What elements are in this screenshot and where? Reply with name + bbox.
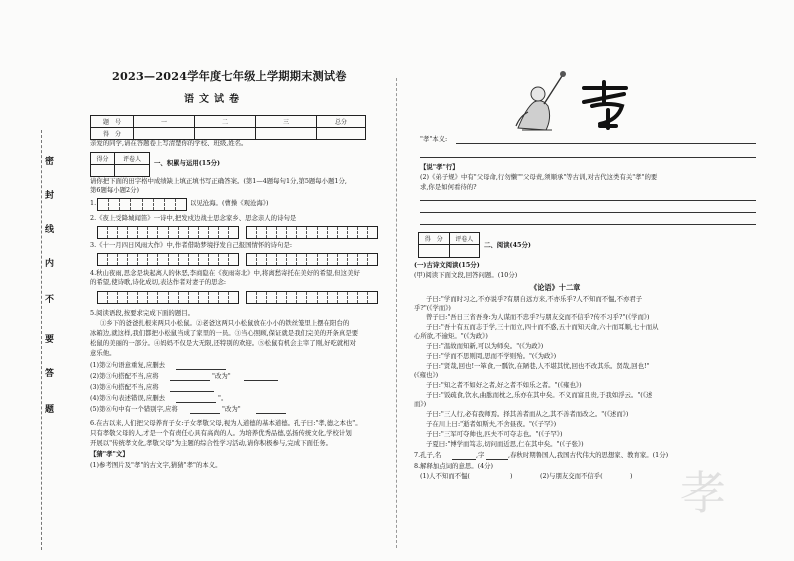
binding-char: 封 [45, 191, 55, 201]
binding-char: 题 [45, 405, 55, 415]
grader-cell[interactable] [449, 245, 480, 258]
xiao-meaning-label: "孝"本义: [420, 135, 448, 143]
q6-text: 只有孝敬父母的人,才是一个有责任心具有高尚的人。为培养优秀品德,弘扬传统文化,学校计划 [90, 429, 352, 437]
binding-char: 线 [45, 225, 55, 235]
passage-line: 冰箱边,就这样,我们都把小松鼠当成了家里的一员。③当心照顾,保证就是我们完美的开条真是要 [90, 329, 359, 337]
q5-sub: (1)第②句语意重复,应删去 [90, 361, 165, 369]
grader-cell[interactable] [419, 245, 450, 258]
q8-sub-end: ) [510, 472, 513, 480]
answer-grid[interactable] [97, 226, 239, 239]
passage-line: 松鼠的美丽的一部分。④妈妈不仅是大无限,还特别的欢迎。⑤松鼠有机会主宰了刚,好吃就相对 [90, 339, 357, 347]
q7-text: ,字 [476, 451, 485, 459]
answer-line[interactable] [452, 459, 476, 460]
page-fold [396, 78, 397, 548]
lunyu-line: 子曰:"吾十有五而志于学,三十而立,四十而不惑,五十而知天命,六十而耳顺,七十而从 [426, 323, 659, 331]
lunyu-line: 子曰:"三军可夺帅也,匹夫不可夺志也。"(《子罕》) [426, 430, 563, 438]
lunyu-line: 子曰:"知之者不如好之者,好之者不如乐之者。"(《雍也》) [426, 381, 582, 389]
section1-title: 一、积累与运用(15分) [154, 159, 221, 167]
lunyu-line: 子曰:"贤哉,回也!一箪食,一瓢饮,在陋巷,人不堪其忧,回也不改其乐。贤哉,回也!" [426, 362, 650, 370]
lunyu-line: 曾子曰:"吾日三省吾身:为人谋而不忠乎?与朋友交而不信乎?传不习乎?"(《学而》) [426, 313, 650, 321]
subject-title: 语文试卷 [184, 94, 244, 105]
lunyu-line: 乎?"(《学而》) [414, 304, 451, 312]
ancient-xiao-glyph-icon [578, 80, 632, 130]
q5-sub: (2)第③句搭配不当,应将 [90, 372, 159, 380]
binding-char: 要 [45, 335, 55, 345]
section1-instruction: 请你把下面的田字格中成绩缺上填正填书写正确答案。(第1—4题每句1分,第5题每小题1分, [90, 177, 347, 185]
q4-text: 的希望,使诗歌,诗化成切,表达作者对妻子的思念: [90, 278, 227, 286]
q2-text: 2.《夜上受降城闻笛》一诗中,把发戍边战士思念家乡、思念亲人的诗句是 [90, 214, 297, 222]
q5-text: 5.阅读语段,按要求完成下面的题目。 [90, 309, 194, 317]
part1-title: (一)古诗文阅读(15分) [414, 261, 480, 269]
q5-sub-end: "。 [218, 394, 228, 402]
q5-sub: (3)第④句搭配不当,应将 [90, 383, 159, 391]
score-cell[interactable] [317, 128, 366, 140]
q6-text: 6.在古以来,人们把父母养育子女:子女孝敬父母,视为人道德的基本道德。孔子曰:"孝,德之本也"。 [90, 419, 362, 427]
answer-grid[interactable] [97, 253, 239, 266]
grader-label: 评卷人 [114, 153, 149, 165]
answer-line[interactable] [170, 380, 210, 381]
section2-title: 二、阅读(45分) [484, 241, 531, 249]
score-table-header: 二 [195, 116, 256, 128]
lunyu-line: (《雍也》) [414, 371, 439, 379]
score-cell[interactable] [195, 128, 256, 140]
q7-text: ,春秋时期鲁国人,我国古代伟大的思想家、教育家。(1分) [508, 451, 669, 459]
answer-line[interactable] [486, 459, 508, 460]
answer-line[interactable] [420, 200, 756, 201]
answer-grid[interactable] [246, 291, 378, 304]
score-cell[interactable] [134, 128, 195, 140]
grader-cell[interactable] [114, 165, 149, 177]
q5-sub: (5)第⑥句中有一个错别字,应将 [90, 405, 178, 413]
answer-line[interactable] [176, 369, 226, 370]
task-question: (1)参考图片及"孝"的古文字,猜猜"孝"的本义。 [90, 461, 222, 469]
lunyu-line: 心所欲,不逾矩。"(《为政》) [414, 332, 488, 340]
exam-title: 2023—2024学年度七年级上学期期末测试卷 [112, 69, 347, 83]
answer-line[interactable] [420, 224, 756, 225]
answer-line[interactable] [420, 157, 756, 158]
grader-label: 得 分 [419, 233, 450, 245]
lunyu-line: 而》) [414, 400, 427, 408]
passage-line: ①乡下的爸爸扎根来两只小松鼠。②老爸这两只小松鼠放在小小的铁丝笼里上摆在阳台的 [100, 319, 350, 327]
elder-illustration [508, 68, 570, 138]
q8-sub: (2)与朋友交而不信乎( [540, 472, 603, 480]
binding-char: 不 [45, 295, 55, 305]
grader-box [90, 152, 150, 177]
score-table-header: 总分 [317, 116, 366, 128]
q3-text: 3.《十一月四日风雨大作》中,作者借助梦境抒发自己报国情怀的诗句是: [90, 241, 292, 249]
passage-line: 意乐他。 [90, 349, 116, 357]
q5-sub: (4)第⑤句表述错误,应删去 [90, 394, 165, 402]
answer-line[interactable] [170, 391, 214, 392]
answer-line[interactable] [456, 143, 756, 144]
binding-char: 内 [45, 259, 55, 269]
q5-sub-mid: "改为" [212, 372, 231, 380]
q4-text: 4.秋山夜雨,思念是块起离人的休恶,李商隐在《夜雨寄北》中,将离愁寄托在美好的希望,但这美好 [90, 269, 360, 277]
answer-grid[interactable] [97, 291, 239, 304]
score-table-header: 一 [134, 116, 195, 128]
q2-text: 求,你是如何看待的? [420, 183, 477, 191]
answer-line[interactable] [256, 413, 286, 414]
grader-box [418, 232, 480, 258]
grader-label: 得分 [91, 153, 115, 165]
lunyu-line: 子曰:"学而不思则罔,思而不学则殆。"(《为政》) [426, 352, 557, 360]
q2-text: (2)《弟子规》中有"父母命,行勿懒""父母责,须顺承"等古训,对古代这类有关"孝"的要 [420, 173, 658, 181]
section1-instruction: 第6题每小题2分) [90, 186, 139, 194]
answer-grid[interactable] [246, 226, 378, 239]
binding-line [41, 130, 42, 550]
score-table-header: 题 号 [91, 116, 134, 128]
task-label: 【猜"孝"文】 [90, 450, 129, 458]
lunyu-line: 子曰:"学而时习之,不亦说乎?有朋自远方来,不亦乐乎?人不知而不愠,不亦君子 [426, 295, 643, 303]
score-table-header: 三 [256, 116, 317, 128]
score-cell[interactable] [256, 128, 317, 140]
q8-sub-end: ) [630, 472, 633, 480]
answer-grid[interactable] [97, 198, 187, 211]
section-label: 【说"孝"行】 [420, 163, 459, 171]
lunyu-title: 《论语》十二章 [530, 283, 581, 292]
lunyu-line: 子曰:"温故而知新,可以为师矣。"(《为政》) [426, 342, 544, 350]
answer-grid[interactable] [246, 253, 378, 266]
grader-cell[interactable] [91, 165, 115, 177]
answer-line[interactable] [176, 402, 216, 403]
grader-label: 评卷人 [449, 233, 480, 245]
q8-text: 8.解释加点词的意思。(4分) [414, 462, 494, 470]
lunyu-line: 子曰:"三人行,必有我师焉。择其善者而从之,其不善者而改之。"(《述而》) [426, 410, 629, 418]
q1-number: 1. [90, 199, 97, 207]
q7-text: 7.孔子,名 [414, 451, 442, 459]
q8-sub: (1)人不知而不愠( [420, 472, 470, 480]
score-table-row-label: 得 分 [91, 128, 134, 140]
bleed-through-glyph: 孝 [680, 466, 726, 520]
score-table [90, 115, 366, 140]
part1-subtitle: (甲)阅读下面文段,回答问题。(10分) [414, 271, 518, 279]
binding-char: 答 [45, 369, 55, 379]
q5-sub-mid: "改为" [222, 405, 241, 413]
notice: 亲爱的同学,请在答题卷上写清楚你的学校、班级,姓名。 [90, 139, 248, 147]
answer-line[interactable] [420, 212, 756, 213]
binding-char: 密 [45, 157, 55, 167]
lunyu-line: 子夏曰:"博学而笃志,切问而近思,仁在其中矣。"(《子张》) [426, 440, 584, 448]
answer-line[interactable] [244, 380, 278, 381]
lunyu-line: 子曰:"饭疏食,饮水,曲肱而枕之,乐亦在其中矣。不义而富且贵,于我如浮云。"(《述 [426, 391, 653, 399]
answer-line[interactable] [190, 413, 220, 414]
lunyu-line: 子在川上曰:"逝者如斯夫,不舍昼夜。"(《子罕》) [426, 420, 557, 428]
q6-text: 开展以"传统孝文化,孝敬父母"为主题的综合性学习活动,请你积极参与,完成下面任务。 [90, 439, 333, 447]
q1-text: 以见沧海。(曹操《观沧海》) [190, 199, 269, 207]
